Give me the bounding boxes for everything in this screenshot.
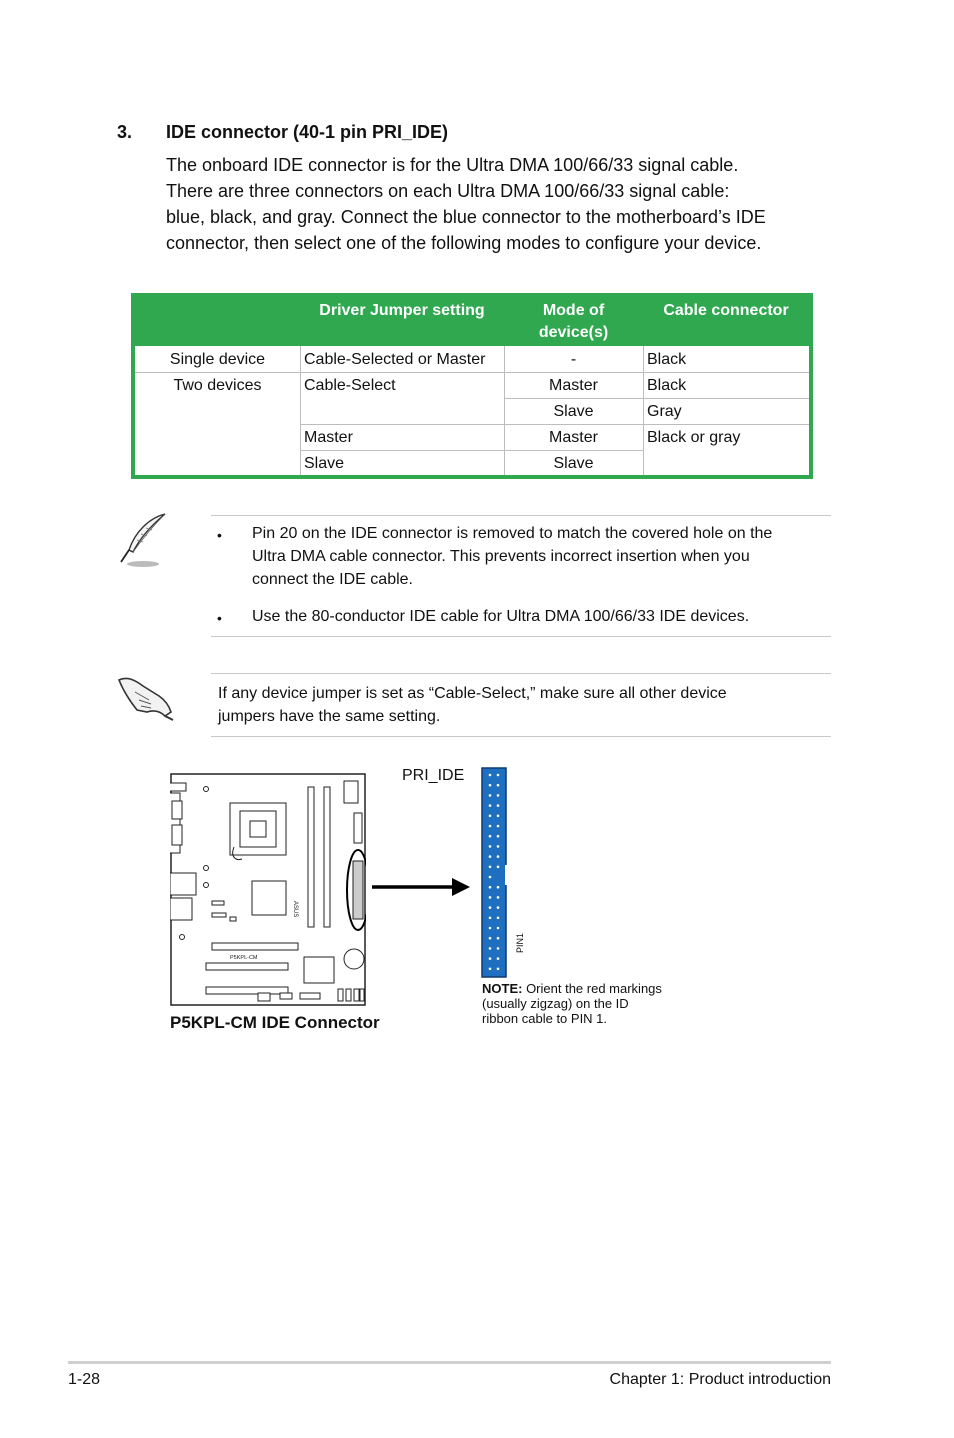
- connector-pin: [497, 896, 500, 899]
- cell-mode: -: [570, 351, 577, 368]
- cell-jumper: Slave: [304, 455, 345, 472]
- note-line: Use the 80-conductor IDE cable for Ultra DMA 100/66/33 IDE devices.: [252, 608, 750, 625]
- cell-jumper: Cable-Select: [304, 377, 396, 394]
- caution-line: If any device jumper is set as “Cable-Select,” make sure all other device: [218, 685, 727, 702]
- connector-pin: [497, 917, 500, 920]
- connector-label: PRI_IDE: [402, 767, 465, 784]
- cell-mode: Slave: [553, 455, 594, 472]
- connector-pin: [497, 845, 500, 848]
- connector-pin: [497, 774, 500, 777]
- connector-pin: [489, 804, 492, 807]
- grid-line: [643, 346, 644, 475]
- section-number: 3.: [117, 122, 133, 142]
- pin1-label: PIN1: [515, 932, 525, 953]
- connector-pin: [497, 947, 500, 950]
- header-cable-connector: Cable connector: [663, 302, 789, 319]
- connector-pin: [489, 927, 492, 930]
- connector-pin: [489, 855, 492, 858]
- note-bottom-rule: [211, 636, 831, 637]
- connector-pin: [497, 825, 500, 828]
- connector-pin: [497, 804, 500, 807]
- note-heading: NOTE:: [482, 981, 523, 996]
- connector-pin: [497, 866, 500, 869]
- bullet-marker: •: [217, 610, 222, 626]
- intro-line: blue, black, and gray. Connect the blue connector to the motherboard’s IDE: [166, 207, 766, 227]
- cell-device: Two devices: [173, 377, 262, 394]
- caution-text: [218, 682, 828, 728]
- connector-pin: [497, 886, 500, 889]
- header-mode: Mode of device(s): [538, 302, 609, 341]
- connector-pin: [489, 784, 492, 787]
- header-jumper-setting: Driver Jumper setting: [319, 302, 485, 319]
- caution-bottom-rule: [211, 736, 831, 737]
- connector-pin: [497, 927, 500, 930]
- cell-cable: Black: [647, 377, 687, 394]
- note-bullet-1: [252, 522, 832, 591]
- feather-pen-icon: [113, 510, 173, 570]
- table-body: [135, 346, 809, 475]
- connector-pin: [497, 794, 500, 797]
- motherboard-layout-diagram: [170, 773, 366, 1006]
- connector-pin: [489, 906, 492, 909]
- cell-cable: Black or gray: [647, 429, 741, 446]
- cell-jumper: Master: [304, 429, 353, 446]
- note-line: (usually zigzag) on the ID: [482, 996, 629, 1011]
- ide-connector-drawing: [481, 767, 507, 978]
- connector-pin: [489, 774, 492, 777]
- connector-pin: [489, 845, 492, 848]
- connector-pin: [489, 968, 492, 971]
- note-top-rule: [211, 515, 831, 516]
- board-model-label: P5KPL-CM: [230, 955, 258, 961]
- table-header: [131, 293, 813, 346]
- connector-pin: [497, 937, 500, 940]
- caution-top-rule: [211, 673, 831, 674]
- jumper-settings-table: [131, 293, 813, 479]
- connector-pin: [497, 957, 500, 960]
- cell-jumper: Cable-Selected or Master: [304, 351, 486, 368]
- footer-rule: [68, 1361, 831, 1364]
- connector-pin: [497, 906, 500, 909]
- connector-pin: [497, 784, 500, 787]
- hand-pointer-icon: [113, 670, 177, 722]
- diagram-note: [482, 981, 692, 1026]
- page-number: 1-28: [68, 1371, 101, 1388]
- connector-pin: [497, 855, 500, 858]
- cell-mode: Master: [549, 377, 598, 394]
- grid-line: [300, 346, 301, 475]
- note-line: Pin 20 on the IDE connector is removed to match the covered hole on the: [252, 525, 773, 542]
- diagram-caption: P5KPL-CM IDE Connector: [170, 1013, 380, 1032]
- intro-paragraph: [166, 152, 856, 256]
- connector-pin: [489, 825, 492, 828]
- connector-pin: [497, 835, 500, 838]
- note-line: [482, 981, 692, 996]
- connector-pin: [489, 876, 492, 879]
- note-line: ribbon cable to PIN 1.: [482, 1011, 608, 1026]
- note-line: Ultra DMA cable connector. This prevents incorrect insertion when you: [252, 548, 750, 565]
- caution-line: jumpers have the same setting.: [218, 708, 441, 725]
- chapter-title: Chapter 1: Product introduction: [609, 1371, 831, 1388]
- svg-text:ASUS: ASUS: [292, 901, 298, 918]
- cell-mode: Slave: [553, 403, 594, 420]
- connector-pin: [489, 937, 492, 940]
- connector-pin: [497, 968, 500, 971]
- note-line-text: Orient the red markings: [522, 981, 662, 996]
- cell-cable: Black: [647, 351, 687, 368]
- connector-pin: [489, 896, 492, 899]
- connector-pin: [489, 957, 492, 960]
- note-line: connect the IDE cable.: [252, 571, 413, 588]
- intro-line: There are three connectors on each Ultra DMA 100/66/33 signal cable:: [166, 181, 730, 201]
- connector-pin: [489, 815, 492, 818]
- intro-line: connector, then select one of the following modes to configure your device.: [166, 233, 762, 253]
- bullet-marker: •: [217, 527, 222, 543]
- section-title: IDE connector (40-1 pin PRI_IDE): [166, 122, 449, 142]
- pointer-arrow: [372, 872, 472, 902]
- connector-pin: [489, 866, 492, 869]
- connector-pin: [489, 886, 492, 889]
- connector-pin: [489, 947, 492, 950]
- cell-device: Single device: [169, 351, 266, 368]
- cell-cable: Gray: [647, 403, 682, 420]
- note-bullet-2: [252, 605, 832, 628]
- connector-pin: [489, 917, 492, 920]
- connector-pin: [489, 794, 492, 797]
- connector-pin: [497, 815, 500, 818]
- intro-line: The onboard IDE connector is for the Ultra DMA 100/66/33 signal cable.: [166, 155, 739, 175]
- connector-pin: [489, 835, 492, 838]
- cell-mode: Master: [549, 429, 598, 446]
